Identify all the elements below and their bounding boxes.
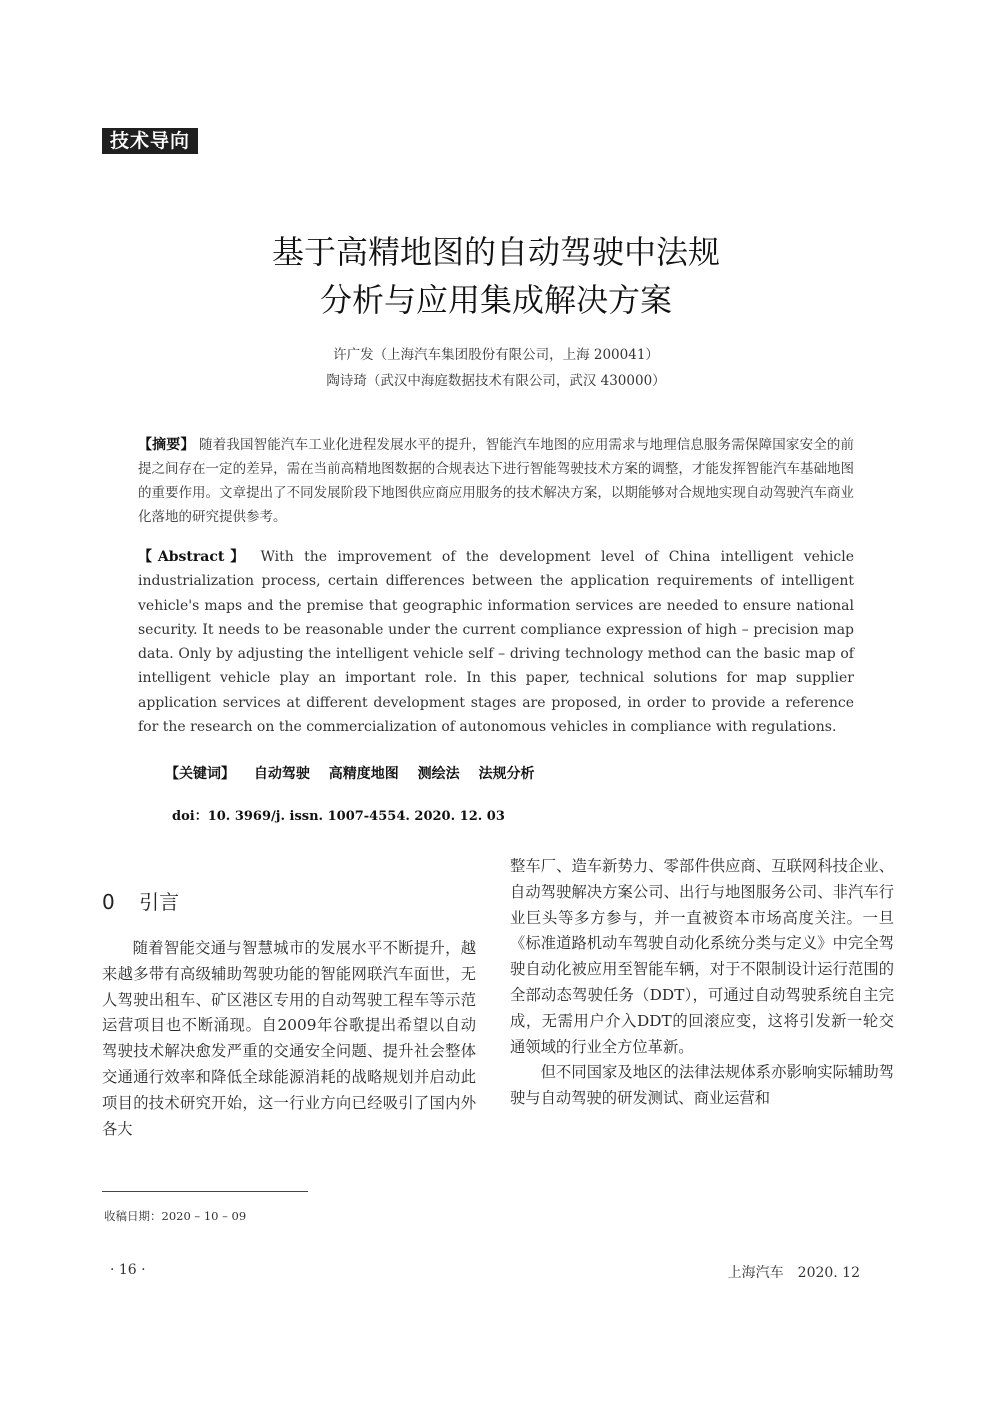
section-title: 引言	[139, 890, 180, 914]
journal-footer: 上海汽车 2020. 12	[727, 1265, 860, 1281]
page-number: · 16 ·	[110, 1262, 146, 1278]
title-line-2: 分析与应用集成解决方案	[319, 281, 672, 319]
keyword-item: 高精度地图	[328, 766, 399, 782]
body-paragraph: 整车厂、造车新势力、零部件供应商、互联网科技企业、自动驾驶解决方案公司、出行与地图服务公司、非汽车行业巨头等多方参与，并一直被资本市场高度关注。一旦《标准道路机动车驾驶自动化系统分类与定义》中完全驾驶自动化被应用至智能车辆，对于不限制设计运行范围的全部动态驾驶任务（DDT），可通过自动驾驶系统自主完成，无需用户介入DDT的回滚应变，这将引发新一轮交通领域的行业全方位革新。	[510, 857, 894, 1056]
abstract-zh	[138, 433, 854, 529]
body-right-column	[510, 854, 894, 1112]
section-heading	[102, 886, 179, 915]
title-line-1: 基于高精地图的自动驾驶中法规	[271, 233, 720, 271]
abstract-zh-text: 随着我国智能汽车工业化进程发展水平的提升，智能汽车地图的应用需求与地理信息服务需保障国家安全的前提之间存在一定的差异，需在当前高精地图数据的合规表达下进行智能驾驶技术方案的调整，才能发挥智能汽车基础地图的重要作用。文章提出了不同发展阶段下地图供应商应用服务的技术解决方案，以期能够对合规地实现自动驾驶汽车商业化落地的研究提供参考。	[138, 437, 855, 525]
body-paragraph: 随着智能交通与智慧城市的发展水平不断提升，越来越多带有高级辅助驾驶功能的智能网联汽车面世，无人驾驶出租车、矿区港区专用的自动驾驶工程车等示范运营项目也不断涌现。自2009年谷歌提出希望以自动驾驶技术解决愈发严重的交通安全问题、提升社会整体交通通行效率和降低全球能源消耗的战略规划并启动此项目的技术研究开始，这一行业方向已经吸引了国内外各大	[102, 939, 476, 1138]
keyword-item: 自动驾驶	[253, 766, 310, 782]
footnote: 收稿日期：2020 – 10 – 09	[104, 1209, 247, 1223]
body-left-column	[102, 936, 476, 1142]
abstract-en-label: 【Abstract】	[138, 549, 251, 565]
abstract-zh-label: 【摘要】	[138, 437, 195, 453]
abstract-en-text: With the improvement of the development level of China intelligent vehicle industrialization process, certain differences between the application requirements of intelligent vehicle's maps and the premise that geographic information services are needed to ensure national security. It needs to be reasonable under the current compliance expression of high – precision map data. Only by adjusting the intelligent vehicle self – driving technology method can the basic map of intelligent vehicle play an important role. In this paper, technical solutions for map supplier application services at different development stages are proposed, in order to provide a reference for the research on the commercialization of autonomous vehicles in compliance with regulations.	[138, 549, 854, 736]
author-1: 许广发（上海汽车集团股份有限公司，上海 200041）	[333, 347, 659, 363]
section-number: 0	[102, 890, 115, 914]
keywords-label: 【关键词】	[165, 766, 235, 782]
doi: doi：10. 3969/j. issn. 1007-4554. 2020. 12. 03	[172, 809, 505, 824]
keyword-item: 法规分析	[478, 766, 535, 782]
author-block	[0, 342, 992, 394]
abstract-en	[138, 545, 854, 739]
section-tag: 技术导向	[102, 128, 198, 154]
keywords	[165, 763, 549, 785]
body-paragraph: 但不同国家及地区的法律法规体系亦影响实际辅助驾驶与自动驾驶的研发测试、商业运营和	[510, 1063, 894, 1108]
paper-title	[0, 228, 992, 324]
author-2: 陶诗琦（武汉中海庭数据技术有限公司，武汉 430000）	[326, 373, 666, 389]
keyword-item: 测绘法	[417, 766, 460, 782]
footnote-divider	[102, 1191, 308, 1192]
